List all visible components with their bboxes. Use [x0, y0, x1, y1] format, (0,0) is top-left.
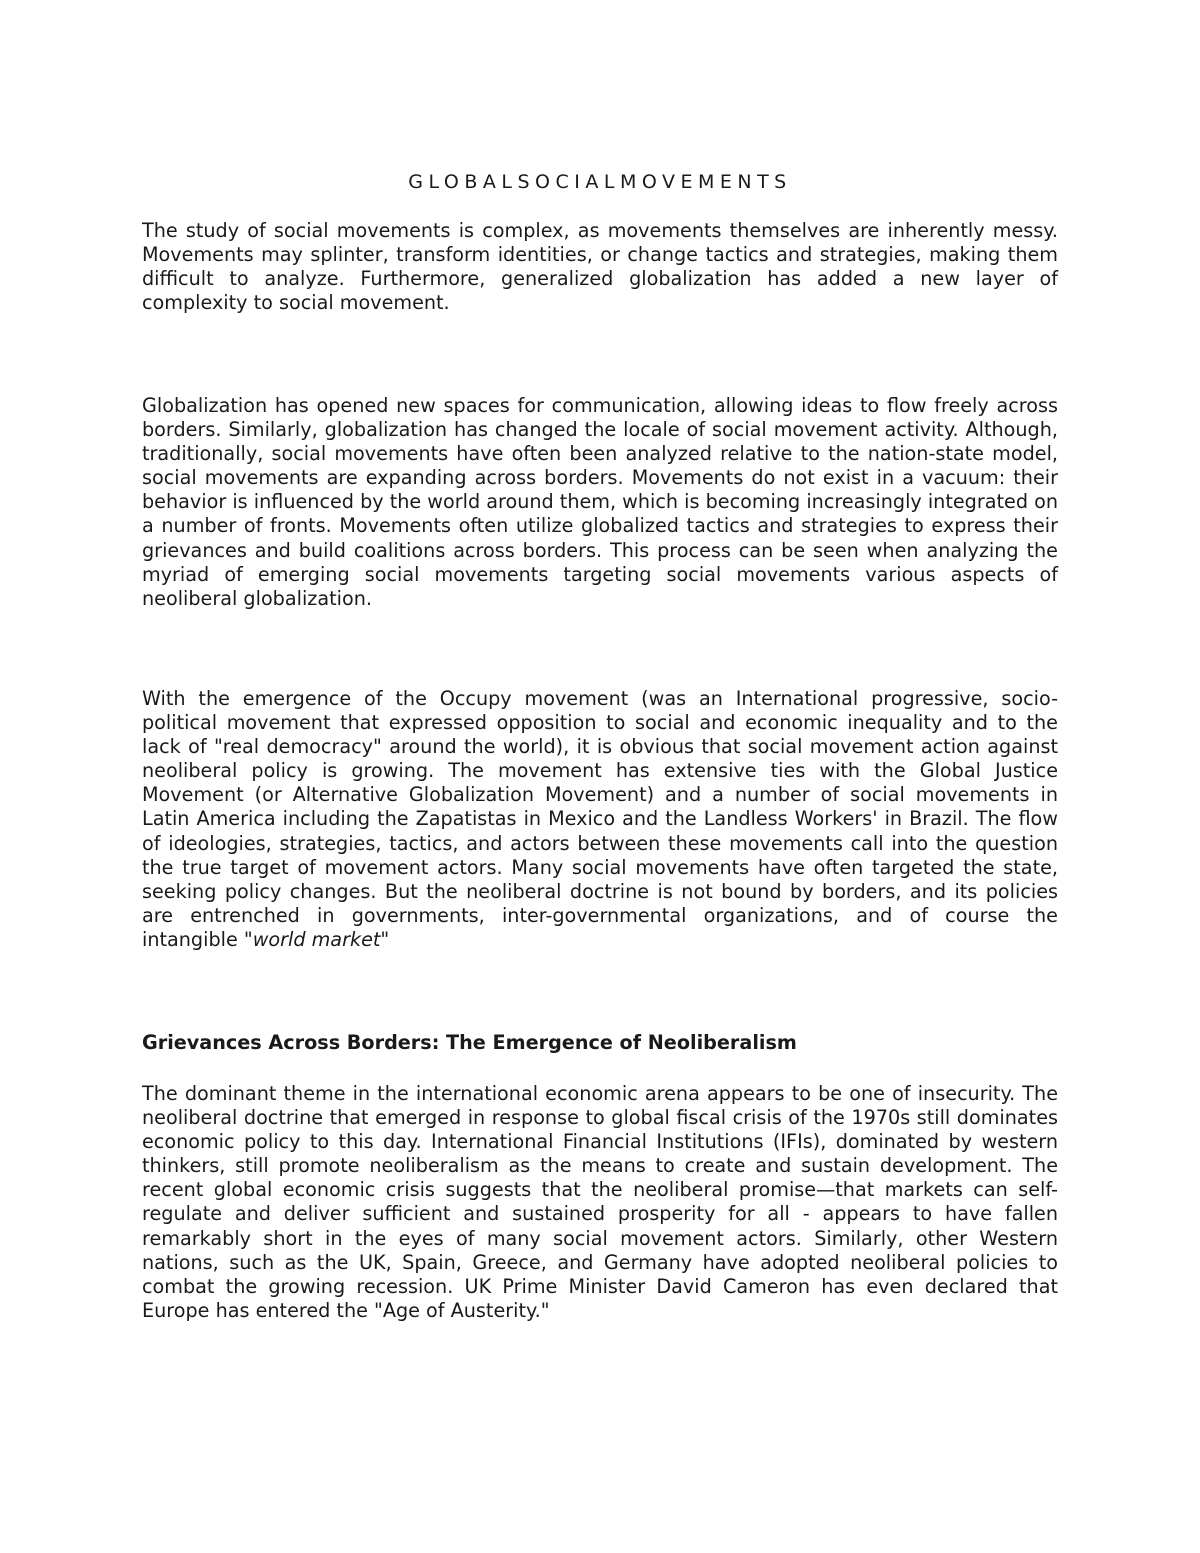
paragraph-neoliberalism: The dominant theme in the international economic arena appears to be one of insecurity. The neoliberal doctrine that emerged in response to global fiscal crisis of the 1970s still dominates economic policy to this day. International Financial Institutions (IFIs), dominated by western thinkers, still promote neoliberalism as the means to create and sustain development. The recent global economic crisis suggests that the neoliberal promise—that markets can self-regulate and deliver sufficient and sustained prosperity for all - appears to have fallen remarkably short in the eyes of many social movement actors. Similarly, other Western nations, such as the UK, Spain, Greece, and Germany have adopted neoliberal policies to combat the growing recession. UK Prime Minister David Cameron has even declared that Europe has entered the "Age of Austerity." [142, 1082, 1058, 1322]
paragraph-occupy-end: " [380, 927, 390, 951]
paragraph-globalization: Globalization has opened new spaces for communication, allowing ideas to flow freely across borders. Similarly, globalization has changed the locale of social movement activity. Although, traditionally, social movements have often been analyzed relative to the nation-state model, social movements are expanding across borders. Movements do not exist in a vacuum: their behavior is influenced by the world around them, which is becoming increasingly integrated on a number of fronts. Movements often utilize globalized tactics and strategies to express their grievances and build coalitions across borders. This process can be seen when analyzing the myriad of emerging social movements targeting social movements various aspects of neoliberal globalization. [142, 394, 1059, 610]
paragraph-occupy-emphasis: world market [252, 927, 381, 951]
paragraph-intro: The study of social movements is complex, as movements themselves are inherently messy. Movements may splinter, transform identities, or change tactics and strategies, making them difficult to analyze. Furthermore, generalized globalization has added a new layer of complexity to social movement. [142, 219, 1058, 315]
section-heading: Grievances Across Borders: The Emergence of Neoliberalism [142, 1031, 797, 1054]
paragraph-occupy [142, 687, 1058, 952]
document-title: GLOBALSOCIALMOVEMENTS [408, 171, 792, 193]
paragraph-occupy-text: With the emergence of the Occupy movement (was an International progressive, socio-political movement that expressed opposition to social and economic inequality and to the lack of "real democracy" around the world), it is obvious that social movement action against neoliberal policy is growing. The movement has extensive ties with the Global Justice Movement (or Alternative Globalization Movement) and a number of social movements in Latin America including the Zapatistas in Mexico and the Landless Workers' in Brazil. The flow of ideologies, strategies, tactics, and actors between these movements call into the question the true target of movement actors. Many social movements have often targeted the state, seeking policy changes. But the neoliberal doctrine is not bound by borders, and its policies are entrenched in governments, inter-governmental organizations, and of course the intangible " [142, 687, 1058, 951]
